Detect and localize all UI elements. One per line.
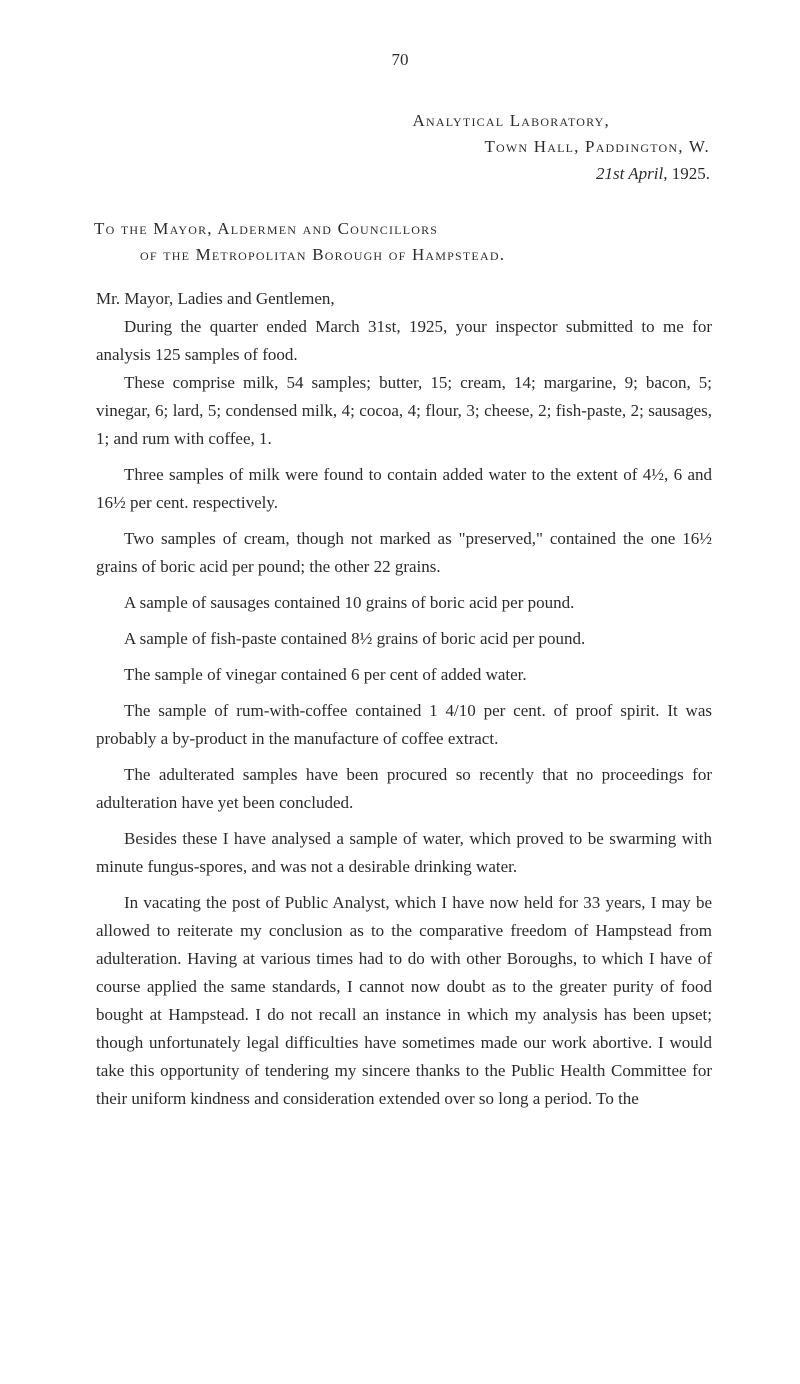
salutation: Mr. Mayor, Ladies and Gentlemen, [96, 289, 335, 308]
address-line-town-hall: Town Hall, Paddington, W. [484, 137, 710, 157]
paragraph: Two samples of cream, though not marked as "preserved," contained the one 16½ grains of boric acid per pound; the other 22 grains. [96, 529, 712, 576]
sender-address [413, 108, 710, 187]
addressee-line-1: To the Mayor, Aldermen and Councillors [94, 219, 439, 238]
paragraph: A sample of fish-paste contained 8½ grains of boric acid per pound. [124, 629, 586, 648]
paragraph: During the quarter ended March 31st, 1925, your inspector submitted to me for analysis 125 samples of food. [96, 317, 712, 364]
letter-body [96, 285, 712, 1121]
paragraph: A sample of sausages contained 10 grains of boric acid per pound. [124, 593, 575, 612]
paragraph: The adulterated samples have been procured so recently that no proceedings for adulteration have yet been concluded. [96, 765, 712, 812]
paragraph: The sample of rum-with-coffee contained 1 4/10 per cent. of proof spirit. It was probably a by-product in the manufacture of coffee extract. [96, 701, 712, 748]
paragraph: These comprise milk, 54 samples; butter, 15; cream, 14; margarine, 9; bacon, 5; vinegar, 6; lard, 5; condensed milk, 4; cocoa, 4; flour, 3; cheese, 2; fish-paste, 2; sausages, 1; and rum with coffee, 1. [96, 373, 712, 448]
paragraph: Besides these I have analysed a sample of water, which proved to be swarming with minute fungus-spores, and was not a desirable drinking water. [96, 829, 712, 876]
paragraph: In vacating the post of Public Analyst, which I have now held for 33 years, I may be allowed to reiterate my conclusion as to the comparative freedom of Hampstead from adulteration. Having at various times had to do with other Boroughs, to which I have of course applied the same standards, I cannot now doubt as to the greater purity of food bought at Hampstead. I do not recall an instance in which my analysis has been upset; though unfortunately legal difficulties have sometimes made our work abortive. I would take this opportunity of tendering my sincere thanks to the Public Health Committee for their uniform kindness and consideration extended over so long a period. To the [96, 893, 712, 1108]
page-number: 70 [391, 50, 409, 69]
letter-date-year: 1925. [667, 163, 710, 183]
letter-date [413, 161, 710, 187]
addressee-line-2: of the Metropolitan Borough of Hampstead. [140, 244, 506, 264]
paragraph: The sample of vinegar contained 6 per cent of added water. [124, 665, 527, 684]
address-line-laboratory: Analytical Laboratory, [412, 111, 610, 130]
addressee-block [94, 216, 505, 267]
paragraph: Three samples of milk were found to contain added water to the extent of 4½, 6 and 16½ per cent. respectively. [96, 465, 712, 512]
letter-date-day: 21st April, [596, 163, 668, 183]
